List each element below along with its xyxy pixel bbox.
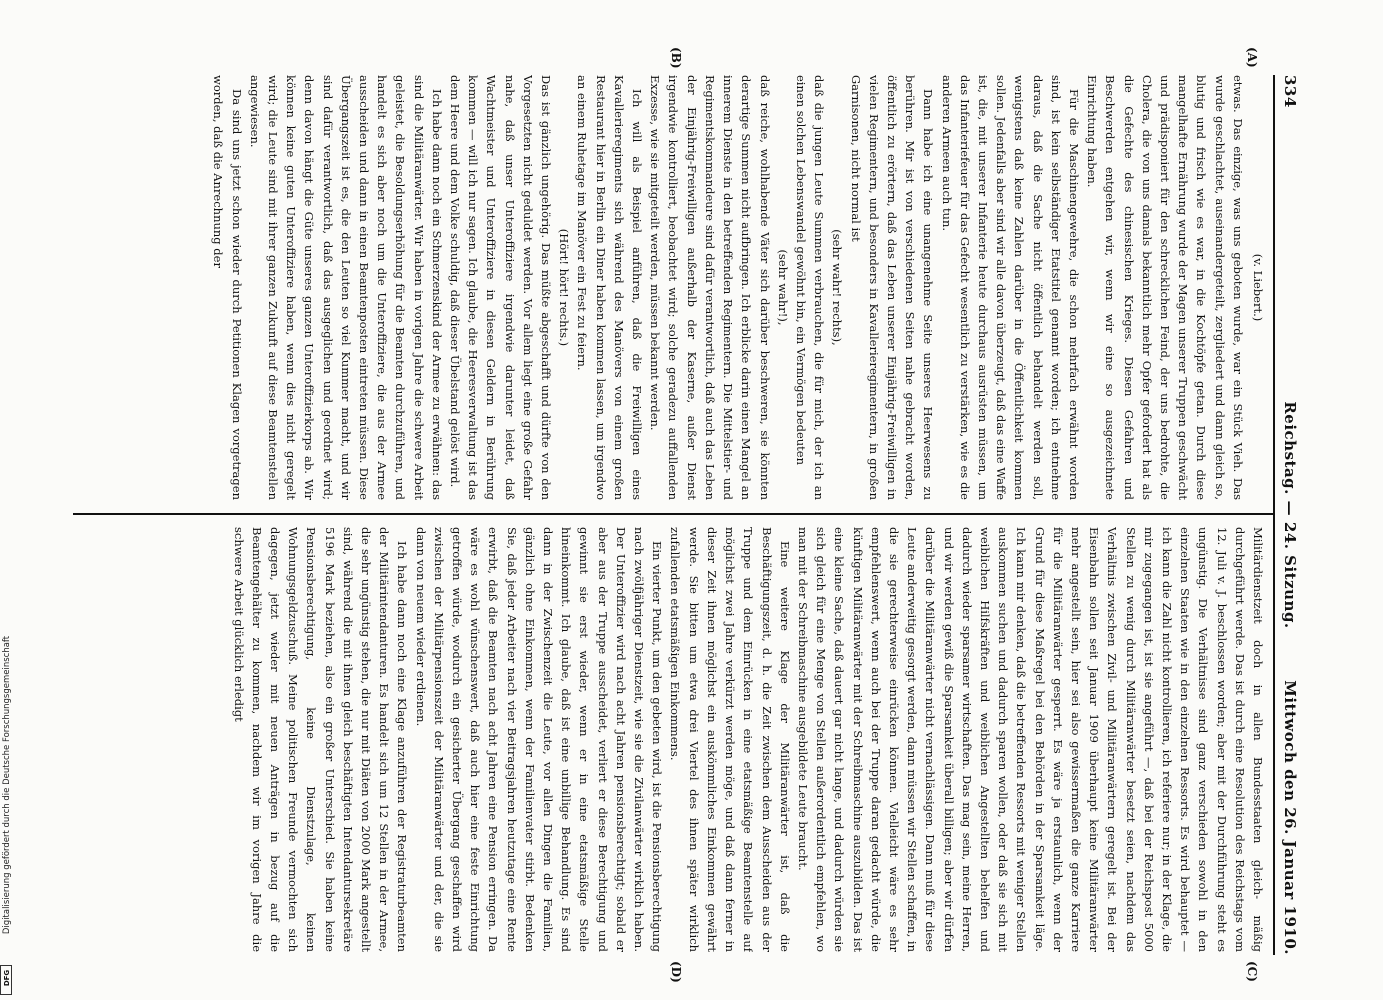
margin-mark-c: (C) <box>1245 961 1259 982</box>
paragraph: Ich habe dann noch ein Schmerzenskind der Armee zu erwähnen: das sind die Militäranwärter. Wir haben in vorigen Jahre die schwere Arbeit geleistet, die Besoldungserhöhung für die Beamten durchzuführen, und handelt es sich aber noch um die Unteroffiziere, die aus der Armee ausscheiden und dann in einen Beamtenposten eintreten müssen. Diese Übergangszeit ist es, die den Leuten so viel Kummer macht, und wir sind dafür verantwortlich, daß das ausgeglichen und geordnet wird; denn davon hängt die Güte unseres ganzen Unteroffizierkorps ab. Wir können keine guten Unteroffiziere haben, wenn dies nicht geregelt wird; die Leute sind mit ihrer ganzen Zukunft auf diese Beamtenstellen angewiesen. <box>247 75 444 500</box>
right-column <box>77 527 1267 952</box>
digitization-credit: Digitalisierung gefördert durch die Deutsche Forschungsgemeinschaft <box>2 635 12 935</box>
margin-mark-a: (A) <box>1245 47 1259 68</box>
page-content <box>73 47 1303 983</box>
dfg-logo <box>0 965 12 995</box>
paragraph: Da sind uns jetzt schon wieder durch Petitionen Klagen vorgetragen worden, daß die Anrechnung der <box>211 75 244 500</box>
left-column <box>77 75 1267 500</box>
margin-mark-d: (D) <box>669 961 683 983</box>
paragraph: daß reiche, wohlhabende Väter sich darüber beschweren, sie könnten derartige Summen nicht aufbringen. Ich erblicke darin einen Mangel an innerem Dienste in den betreffenden Regimentern. Die Mittelstier- und Regimentskommandeure sind dafür verantwortlich, daß auch das Leben der Einjährig-Freiwilligen außerhalb der Kaserne, außer Dienst irgendwie kontrolliert, beobachtet wird; solche geradezu auffallenden Exzesse, wie sie mitgeteilt werden, müssen bekannt werden. <box>648 75 772 500</box>
digitization-sidebar <box>1 600 13 980</box>
paragraph: daß die jungen Leute Summen verbrauchen, die für mich, der ich an einen solchen Lebenswandel gewöhnt bin, ein Vermögen bedeuten <box>793 75 827 500</box>
header-date: Mittwoch den 26. Januar 1910. <box>1281 680 1299 955</box>
column-divider <box>73 513 1273 515</box>
paragraph: Ich will als Beispiel anführen, daß die Freiwilligen eines Kavallerieregiments sich während des Manövers von einem großen Restaurant hier in Berlin ein Diner haben kommen lassen, um irgendwo an einem Ruhetage im Manöver ein Fest zu feiern. <box>575 75 645 500</box>
paragraph: Für die Maschinengewehre, die schon mehrfach erwähnt worden sind, ist kein selbständiger Etatstitel genannt worden; ich entnehme daraus, daß die Sache nicht öffentlich behandelt werden soll, wenigstens daß keine Zahlen darüber in die Öffentlichkeit kommen sollen. Jedenfalls aber sind wir alle davon überzeugt, daß das eine Waffe ist, die, mit unserer Infanterie heute durchaus ausrüsten müssen, um das Infanteriefeuer für das Gefecht wesentlich zu verstärken, wie es die anderen Armeen auch tun. <box>939 75 1081 500</box>
paragraph: Dann habe ich eine unangenehme Seite unseres Heerwesens zu berühren. Mir ist von verschiedenen Seiten nahe gebracht worden, öffentlich zu erörtern, daß das Leben unserer Einjährig-Freiwilligen in vielen Regimentern, und besonders in Kavallerieregimentern, in großen Garnisonen, nicht normal ist <box>848 75 936 500</box>
dfg-logo-text: DFG <box>3 969 11 987</box>
paragraph: Eine weitere Klage der Militäranwärter ist, daß die Beschäftigungszeit, d. h. die Zeit zwischen dem Ausscheiden aus der Truppe und dem Einrücken in eine etatsmäßige Beamtenstelle auf möglichst zwei Jahre verkürzt werden möge, und daß dann ferner in dieser Zeit ihnen möglichst ein auskömmliches Einkommen gewährt werde. Sie bitten um etwa drei Viertel des ihnen später wirklich zufallenden etatsmäßigen Einkommens. <box>668 527 792 952</box>
header-rule <box>1273 75 1275 955</box>
interjection: (sehr wahr! rechts), <box>830 229 845 346</box>
paragraph: etwas. Das einzige, was uns geboten wurde, war ein Stück Vieh. Das wurde geschlachtet, auseinandergeteilt, zergliedert und dann gleich so, blutig und frisch wie es war, in die Kochtöpfe getan. Durch diese mangelhafte Ernährung wurde der Magen unserer Truppen geschwächt und prädisponiert für den schrecklichen Feind, der uns bedrohte, die Cholera, die von uns damals bekanntlich mehr Opfer gefordert hat als die Gefechte des chinesischen Krieges. Diesen Gefahren und Beschwerden entgehen wir, wenn wir eine so ausgezeichnete Einrichtung haben. <box>1085 75 1245 500</box>
paragraph: Ein vierter Punkt, um den gebeten wird, ist die Pensionsberechtigung nach zwölfjähriger Dienstzeit, wie sie die Zivilanwärter wirklich haben. Der Unteroffizier wird nach acht Jahren pensionsberechtigt; sobald er aber aus der Truppe ausscheidet, verliert er diese Berechtigung und gewinnt sie erst wieder, wenn er in eine etatsmäßige Stelle hineinkommt. Ich glaube, daß ist eine unbillige Behandlung. Es sind dann in der Zwischenzeit die Leute, vor allen Dingen die Familien, gänzlich ohne Einkommen, wenn der Familienvater stirbt. Bedenken Sie, daß jeder Arbeiter nach vier Beitragsjahren heutzutage eine Rente erwirbt, daß die Beamten nach acht Jahren eine Pension erringen. Da wäre es wohl wünschenswert, daß auch hier eine feste Einrichtung getroffen würde, wodurch ein gesicherter Übergang geschaffen wird zwischen der Militärpensionszeit der Militäranwärter und der, die sie dann von neuem wieder erdienen. <box>413 527 665 952</box>
margin-mark-b: (B) <box>669 47 683 69</box>
interjection: (Hört! hört! rechts.) <box>557 228 572 347</box>
header-title: Reichstag. — 24. Sitzung. <box>1281 401 1299 629</box>
running-header <box>1277 75 1303 955</box>
page-number: 334 <box>1281 75 1299 108</box>
interjection: (sehr wahr!), <box>775 249 790 326</box>
paragraph: Militärdienstzeit doch in allen Bundesstaaten gleich- mäßig durchgeführt werde. Das ist durch eine Resolution des Reichstags vom 12. Juli v. J. beschlossen worden; aber mit der Durchführung steht es ungünstig. Die Verhältnisse sind ganz verschieden sowohl in den einzelnen Staaten wie in den einzelnen Ressorts. Es wird behauptet — ich kann die Zahl nicht kontrollieren, ich referiere nur; in der Klage, die mir zugegangen ist, ist sie angeführt —, daß bei der Reichspost 5000 Stellen zu wenig durch Militäranwärter besetzt seien, nachdem das Verhältnis zwischen Zivil- und Militäranwärtern geregelt ist. Bei der Eisenbahn sollen seit Januar 1909 überhaupt keine Militäranwärter mehr angestellt sein, hier sei also gewissermaßen die ganze Karriere für die Militäranwärter gesperrt. Es wäre ja erstaunlich, wenn der Grund für diese Maßregel bei den Behörden in der Sparsamkeit läge. Ich kann mir denken, daß die betreffenden Ressorts mit weniger Stellen auskommen suchen und dadurch sparen wollen, oder daß sie sich mit weiblichen Hilfskräften und weiblichen Angestellten behelfen und dadurch wieder sparsamer wirtschaften. Das mag sein, meine Herren, und wir werden gewiß die Sparsamkeit überall billigen; aber wir dürfen darüber die Militäranwärter nicht vernachlässigen. Dann muß für diese Leute anderweitig gesorgt werden, dann müssen wir Stellen schaffen, in die sie gerechterweise einrücken können. Vielleicht wäre es sehr empfehlenswert, wenn auch bei der Truppe daran gedacht würde, die künftigen Militäranwärter mit der Schreibmaschine auszubilden. Das ist eine kleine Sache, daß dauert gar nicht lange, und dadurch würden sie sich gleich für eine Menge von Stellen außerordentlich empfehlen, wo man mit der Schreibmaschine ausgebildete Leute braucht. <box>795 527 1265 952</box>
speaker-label: (v. Liebert.) <box>1251 253 1265 322</box>
paragraph: Ich habe dann noch eine Klage anzuführen der Registraturbeamten der Militärintendanturen. Es handelt sich um 12 Stellen in der Armee, die sehr ungünstig stehen, die nur mit Diäten von 2000 Mark angestellt sind, während die mit ihnen gleich beschäftigten Intendantursekretäre 5196 Mark beziehen, also ein großer Unterschied. Sie haben keine Pensionsberechtigung, keine Dienstzulage, keinen Wohnungsgeldzuschuß. Meine politischen Freunde vermochten sich dagegen, jetzt wieder mit neuen Anträgen in bezug auf die Beamtengehälter zu kommen, nachdem wir im vorigen Jahre die schwere Arbeit glücklich erledigt <box>231 527 410 952</box>
paragraph: Das ist gänzlich ungehörig. Das müßte abgeschafft und dürfte von den Vorgesetzten nicht geduldet werden. Vor allem liegt eine große Gefahr nahe, daß unser Unteroffiziere irgendwie darunter leidet, daß Wachtmeister und Unteroffiziere in diesen Geldern in Berührung kommen — will ich nur sagen. Ich glaube, die Heeresverwaltung ist das dem Heere und dem Volke schuldig, daß dieser Übelstand gelöst wird. <box>448 75 554 500</box>
